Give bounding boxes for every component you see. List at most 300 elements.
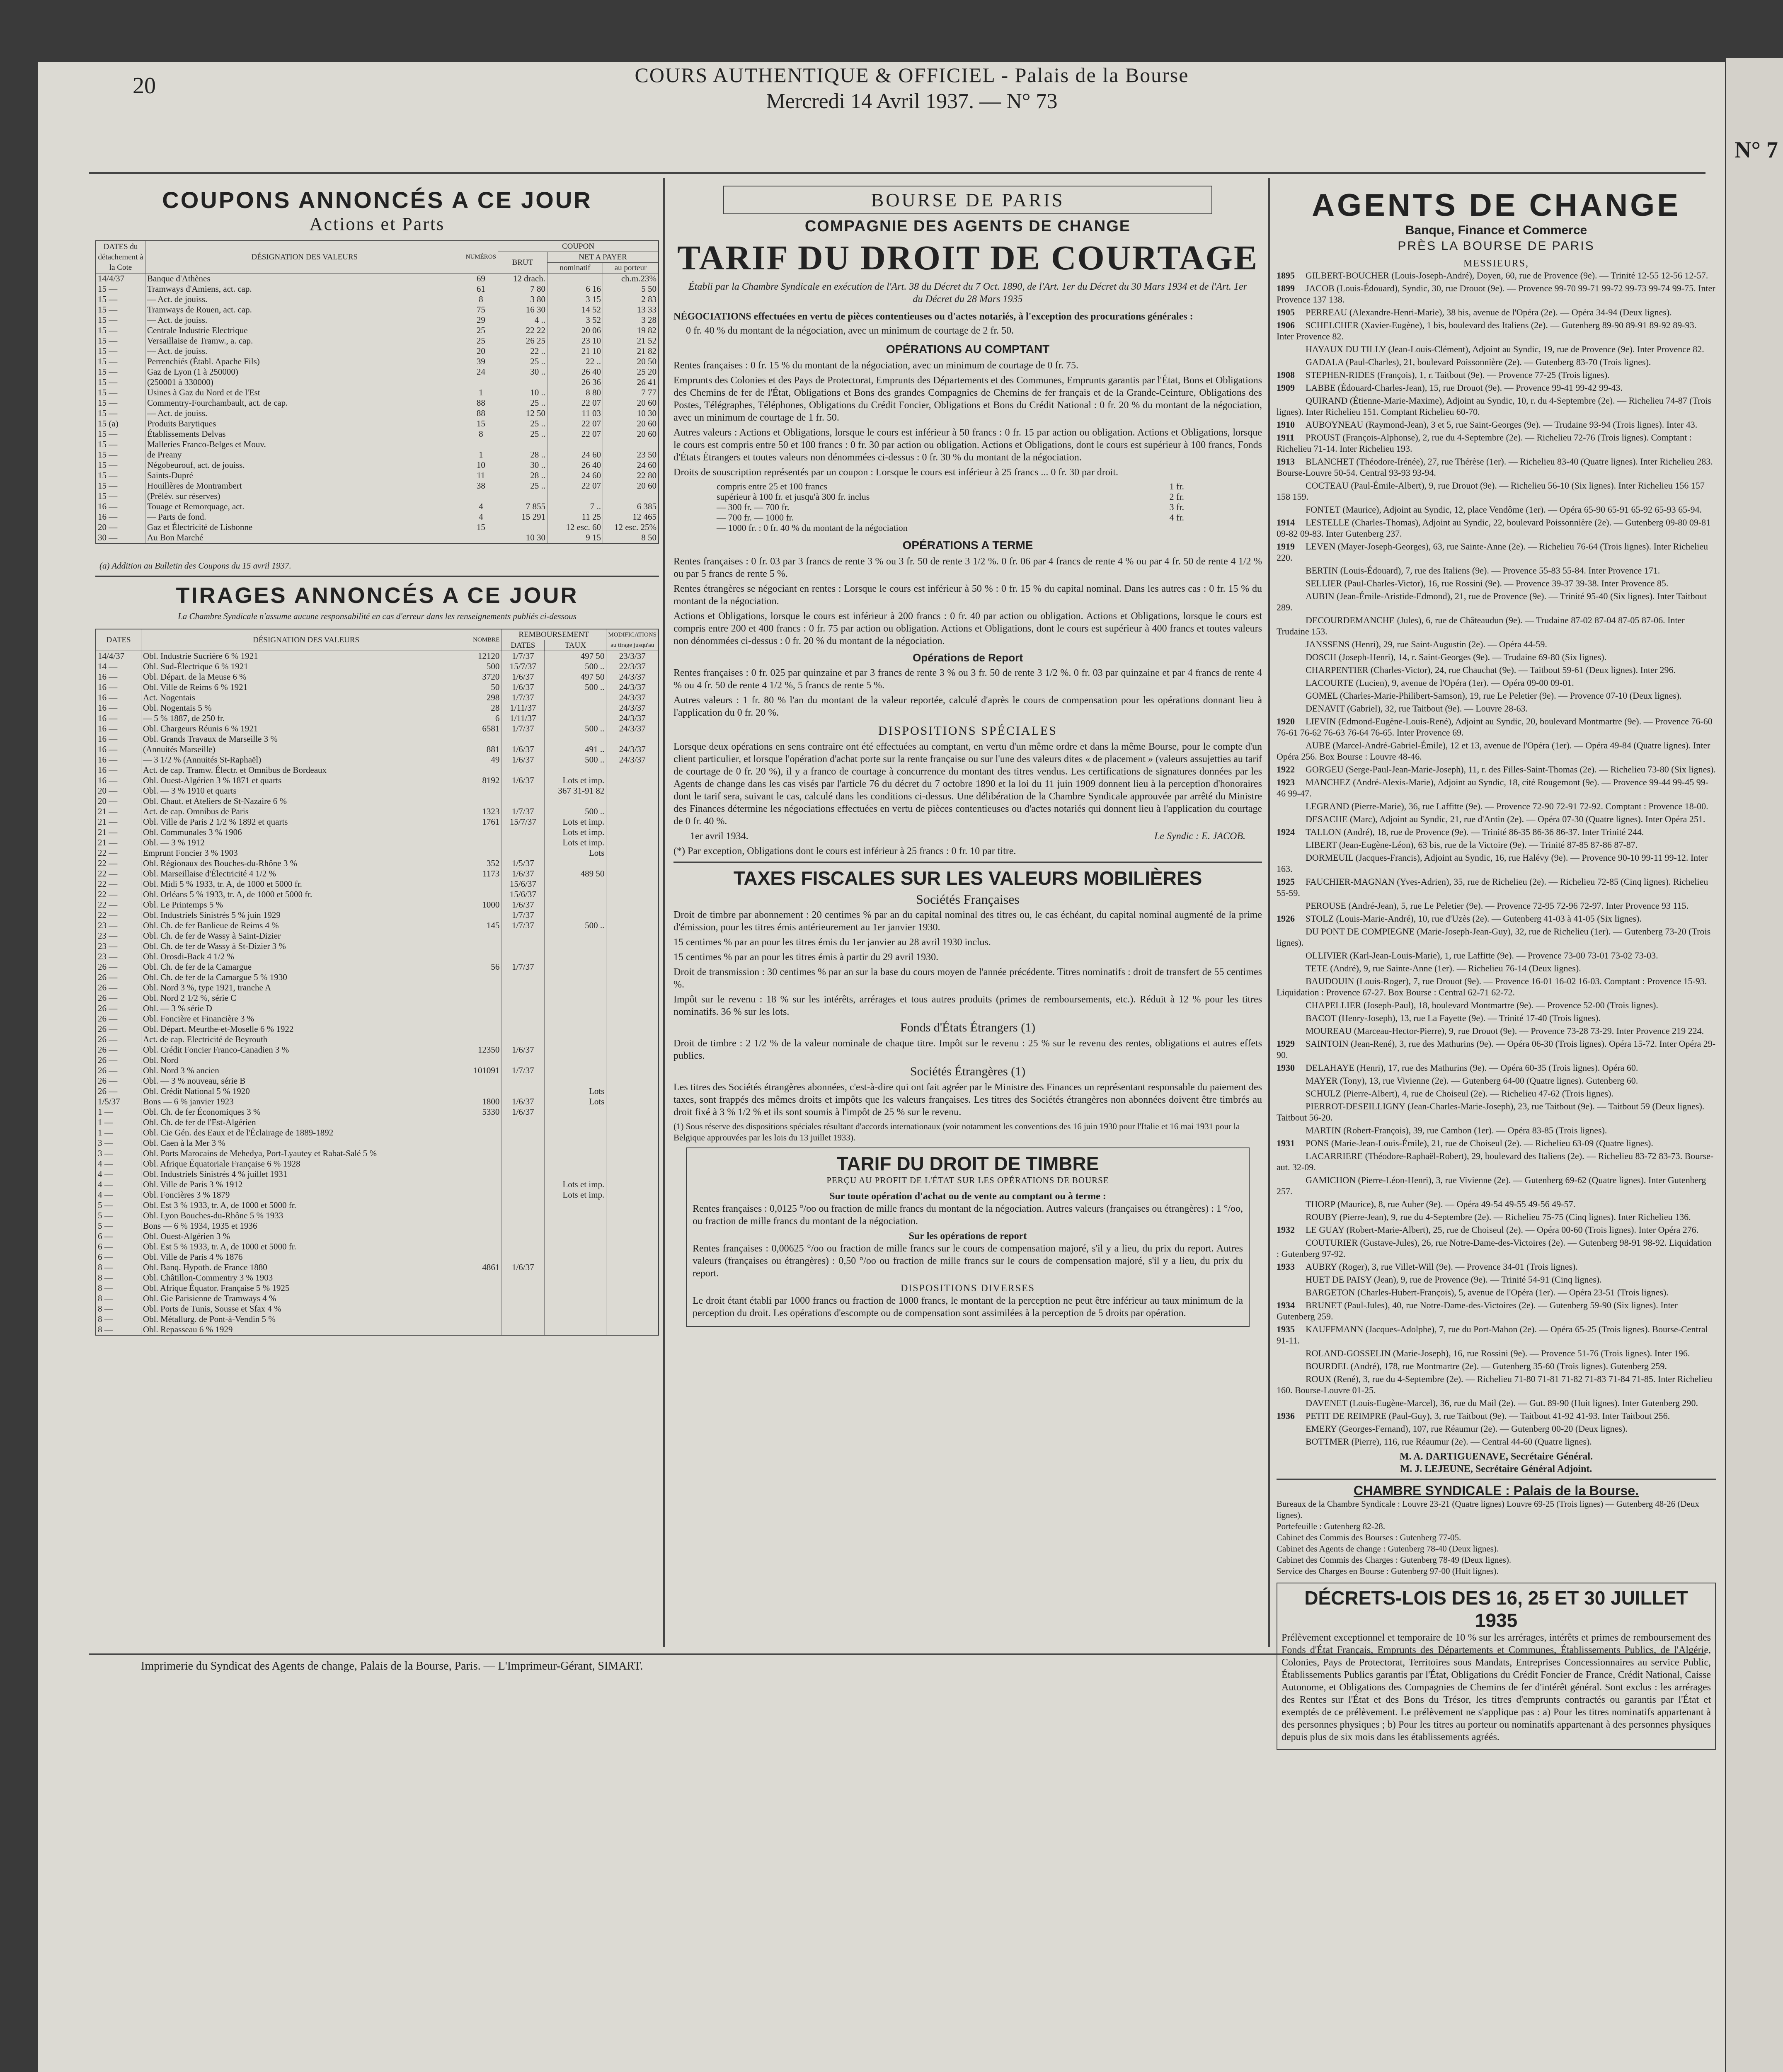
tirage-modif	[606, 910, 659, 920]
timbre-sec2: Sur les opérations de report	[908, 1231, 1027, 1242]
agent-details: FAUCHIER-MAGNAN (Yves-Adrien), 35, rue de Richelieu (2e). — Richelieu 72-85 (Cinq lignes). Richelieu 55-59.	[1277, 876, 1708, 898]
tirage-date-remb	[501, 1003, 545, 1014]
coupon-number: 11	[464, 470, 498, 481]
tirage-date: 26 —	[96, 972, 141, 983]
tirage-row	[96, 1324, 659, 1335]
chambre-line: Cabinet des Commis des Charges : Gutenberg 78-49 (Deux lignes).	[1277, 1555, 1512, 1565]
tirage-taux	[545, 1324, 606, 1335]
tirage-nombre	[471, 889, 501, 900]
coupon-name: Au Bon Marché	[145, 533, 464, 543]
tirage-date: 16 —	[96, 713, 141, 724]
tirage-date: 21 —	[96, 806, 141, 817]
coupon-name: (250001 à 330000)	[145, 377, 464, 387]
agent-details: MAYER (Tony), 13, rue Vivienne (2e). — Gutenberg 64-00 (Quatre lignes). Gutenberg 60.	[1306, 1075, 1638, 1086]
droits-row	[715, 512, 1186, 523]
tirage-name: Obl. Lyon Bouches-du-Rhône 5 % 1933	[141, 1210, 471, 1221]
agent-details: AUBIN (Jean-Émile-Aristide-Edmond), 21, rue de Provence (9e). — Trinité 95-40 (Six lignes). Inter Taitbout 289.	[1277, 591, 1707, 612]
tirage-modif	[606, 1055, 659, 1065]
tirage-nombre	[471, 1179, 501, 1190]
agent-entry	[1277, 1150, 1716, 1173]
agent-entry	[1277, 1198, 1716, 1210]
tirage-taux	[545, 1252, 606, 1262]
tirage-modif: 23/3/37	[606, 651, 659, 662]
coupon-name: Établissements Delvas	[145, 429, 464, 439]
agent-details: BERTIN (Louis-Édouard), 7, rue des Italiens (9e). — Provence 55-83 55-84. Inter Provence 171.	[1306, 565, 1660, 576]
agent-details: DOSCH (Joseph-Henri), 14, r. Saint-Georges (9e). — Trudaine 69-80 (Six lignes).	[1306, 652, 1607, 662]
coupon-porteur: 20 60	[603, 398, 659, 408]
tirage-modif	[606, 806, 659, 817]
tirage-taux: Lots	[545, 848, 606, 858]
tirage-date: 4 —	[96, 1179, 141, 1190]
tirage-row	[96, 1117, 659, 1128]
agent-year: 1906	[1277, 320, 1295, 330]
tirage-date: 4 —	[96, 1169, 141, 1179]
coupon-row	[96, 367, 659, 377]
coupon-name: Malleries Franco-Belges et Mouv.	[145, 439, 464, 450]
col-brut: BRUT	[498, 252, 547, 274]
tirage-modif	[606, 1262, 659, 1273]
droits-row	[715, 481, 1186, 491]
tirage-taux	[545, 1128, 606, 1138]
tirage-row	[96, 672, 659, 682]
agent-entry	[1277, 651, 1716, 663]
tirage-taux: 500 ..	[545, 755, 606, 765]
tirage-modif: 24/3/37	[606, 713, 659, 724]
agent-year: 1910	[1277, 419, 1295, 430]
tirage-modif	[606, 1076, 659, 1086]
tirage-date-remb	[501, 1283, 545, 1293]
tirage-date-remb	[501, 1179, 545, 1190]
terme-p3: Actions et Obligations, lorsque le cours est inférieur à 200 francs : 0 fr. 40 par action ou obligation. Actions et Obligations, lorsque le cours est compris entre 200 et 400 francs : 0 fr. 75 par action ou obligation. Actions et Obligations, dont le cours est supérieur à 400 francs et toutes valeurs non dénommées ci-dessus : 0 fr. 20 % du montant de la négociation.	[673, 611, 1262, 646]
tirage-row	[96, 775, 659, 786]
comptant-p1: Rentes françaises : 0 fr. 15 % du montant de la négociation, avec un minimum de courtage de 0 fr. 75.	[673, 360, 1079, 371]
tirage-date: 3 —	[96, 1148, 141, 1159]
coupon-number	[464, 439, 498, 450]
societes-etrangeres: Sociétés Étrangères (1)	[910, 1065, 1026, 1078]
droits-table	[715, 481, 1186, 533]
tirage-date: 23 —	[96, 941, 141, 951]
next-page-edge	[1726, 58, 1783, 2072]
tirage-taux	[545, 1076, 606, 1086]
tirage-modif	[606, 951, 659, 962]
comptant-text	[673, 359, 1262, 479]
tirage-date: 1 —	[96, 1128, 141, 1138]
report-p1: Rentes françaises : 0 fr. 025 par quinzaine et par 3 francs de rente 3 % ou 3 fr. 50 de rente 3 1/2 %. 0 fr. 03 par quinzaine et par 4 francs de rente 4 % ou 4 fr. 50 de rente 4 1/2 %, 5 francs de rente 5 %.	[673, 668, 1262, 691]
op-comptant-heading: OPÉRATIONS AU COMPTANT	[886, 343, 1050, 356]
decrets-text: Prélèvement exceptionnel et temporaire de 10 % sur les arrérages, intérêts et primes de remboursement des Fonds d'État Français, Emprunts des Départements et Communes, Établissements Publics, de l'Algérie, Colonies, Pays de Protectorat, Territoires sous Mandats, Entreprises Concessionnaires au service Public, Établissements Publics garantis par l'État, Obligations du Crédit Foncier de France, Crédit National, Caisse Autonome, et Obligations des Compagnies de Chemins de fer d'intérêt général. Sont exclus : les arrérages des Rentes sur l'État et des Bons du Trésor, les titres d'emprunts contractés ou garantis par l'État et exemptés de ce prélèvement. Le prélèvement ne s'applique pas : a) Pour les titres nominatifs appartenant à des personnes physiques ; b) Pour les titres au porteur ou nominatifs appartenant à des personnes physiques depuis plus de six mois dans les établissements agréés.	[1282, 1632, 1711, 1743]
tirage-row	[96, 744, 659, 755]
coupon-brut: 12 50	[498, 408, 547, 419]
tirage-date: 16 —	[96, 724, 141, 734]
tirage-row	[96, 1169, 659, 1179]
agent-entry	[1277, 1348, 1716, 1359]
agent-entry	[1277, 926, 1716, 948]
disp-speciales-heading: DISPOSITIONS SPÉCIALES	[878, 724, 1057, 738]
coupon-brut	[498, 522, 547, 533]
coupon-name: — Act. de jouiss.	[145, 315, 464, 325]
column-divider-1	[663, 178, 665, 1647]
tirage-modif	[606, 1283, 659, 1293]
agent-details: DU PONT DE COMPIEGNE (Marie-Joseph-Jean-Guy), 32, rue de Richelieu (1er). — Gutenberg 73-20 (Trois lignes).	[1277, 926, 1711, 948]
coupon-date: 15 —	[96, 356, 145, 367]
etrangeres-text	[673, 1081, 1262, 1118]
agent-details: LACARRIERE (Théodore-Raphaël-Robert), 29, boulevard des Italiens (2e). — Richelieu 83-72 83-73. Bourse-aut. 32-09.	[1277, 1151, 1714, 1172]
coupon-date: 15 —	[96, 470, 145, 481]
tirage-name: Obl. Chargeurs Réunis 6 % 1921	[141, 724, 471, 734]
tirage-date-remb	[501, 1034, 545, 1045]
tirage-date-remb	[501, 951, 545, 962]
tirage-modif	[606, 1117, 659, 1128]
tirage-modif	[606, 1138, 659, 1148]
tirage-modif	[606, 1252, 659, 1262]
agent-details: PROUST (François-Alphonse), 2, rue du 4-Septembre (2e). — Richelieu 72-76 (Trois lignes). Comptant : Richelieu 71-14. Inter Richelieu 193.	[1277, 432, 1692, 454]
agent-details: GAMICHON (Pierre-Léon-Henri), 3, rue Vivienne (2e). — Gutenberg 69-62 (Quatre lignes). Inter Gutenberg 257.	[1277, 1175, 1706, 1196]
coupon-date: 30 —	[96, 533, 145, 543]
coupon-number: 25	[464, 325, 498, 336]
agent-details: MOUREAU (Marceau-Hector-Pierre), 9, rue Drouot (9e). — Provence 73-28 73-29. Inter Provence 219 224.	[1306, 1026, 1704, 1036]
tirage-taux	[545, 993, 606, 1003]
tirage-taux	[545, 931, 606, 941]
tirage-taux	[545, 796, 606, 806]
tirage-nombre	[471, 1169, 501, 1179]
tirage-taux	[545, 1314, 606, 1324]
tirage-taux	[545, 1242, 606, 1252]
tirage-date: 22 —	[96, 869, 141, 879]
signature-date: 1er avril 1934.	[690, 831, 749, 842]
tirage-row	[96, 858, 659, 869]
fonds-etats-heading: Fonds d'États Étrangers (1)	[900, 1021, 1036, 1034]
tirage-taux: 497 50	[545, 651, 606, 662]
tirage-date-remb	[501, 931, 545, 941]
bourse-de-paris: BOURSE DE PARIS	[871, 189, 1065, 211]
tirage-nombre	[471, 848, 501, 858]
tirage-taux: Lots et imp.	[545, 827, 606, 838]
coupon-row	[96, 501, 659, 512]
coupon-date: 15 (a)	[96, 419, 145, 429]
tirage-row	[96, 786, 659, 796]
coupon-date: 15 —	[96, 408, 145, 419]
tirage-date: 8 —	[96, 1314, 141, 1324]
tirage-row	[96, 983, 659, 993]
coupon-porteur	[603, 491, 659, 501]
tirage-modif	[606, 1169, 659, 1179]
tirage-date-remb	[501, 1138, 545, 1148]
coupon-number: 61	[464, 284, 498, 294]
coupon-name: — Act. de jouiss.	[145, 408, 464, 419]
coupon-row	[96, 470, 659, 481]
droits-range: — 1000 fr. : 0 fr. 40 % du montant de la négociation	[717, 523, 908, 533]
tirage-date: 22 —	[96, 848, 141, 858]
tirage-date: 26 —	[96, 1086, 141, 1097]
tirage-modif	[606, 734, 659, 744]
tirage-date-remb	[501, 848, 545, 858]
tirage-taux: 500 ..	[545, 806, 606, 817]
tirage-date-remb: 1/7/37	[501, 920, 545, 931]
agent-year: 1935	[1277, 1324, 1295, 1334]
tirage-date: 8 —	[96, 1283, 141, 1293]
coupon-porteur: 21 52	[603, 336, 659, 346]
agent-entry	[1277, 432, 1716, 454]
coupon-brut: 15 291	[498, 512, 547, 522]
agent-entry	[1277, 716, 1716, 738]
coupon-row	[96, 387, 659, 398]
agent-entry	[1277, 1274, 1716, 1285]
tirage-name: Obl. Nord 2 1/2 %, série C	[141, 993, 471, 1003]
tirage-date-remb	[501, 1148, 545, 1159]
tirage-date: 22 —	[96, 879, 141, 889]
tirage-nombre: 5330	[471, 1107, 501, 1117]
coupon-row	[96, 408, 659, 419]
coupon-number: 88	[464, 398, 498, 408]
coupon-nominatif: 12 esc. 60	[547, 522, 603, 533]
coupon-nominatif: 23 10	[547, 336, 603, 346]
tirage-name: Obl. Repasseau 6 % 1929	[141, 1324, 471, 1335]
agent-details: SAINTOIN (Jean-René), 3, rue des Mathurins (9e). — Opéra 06-30 (Trois lignes). Opéra 15-72. Inter Opéra 29-90.	[1277, 1038, 1716, 1060]
tirage-date-remb: 15/7/37	[501, 661, 545, 672]
agent-year: 1909	[1277, 382, 1295, 393]
tirage-taux	[545, 1034, 606, 1045]
tirage-name: Obl. Ville de Paris 2 1/2 % 1892 et quarts	[141, 817, 471, 827]
agent-details: ROUX (René), 3, rue du 4-Septembre (2e). — Richelieu 71-80 71-81 71-82 71-83 71-84 71-85. Inter Richelieu 160. Bourse-Louvre 01-25.	[1277, 1374, 1713, 1395]
fonds-etats-paragraph: Droit de timbre : 2 1/2 % de la valeur nominale de chaque titre. Impôt sur le revenu : 25 % sur le revenu des rentes, obligations et autres effets publics.	[673, 1038, 1262, 1061]
tirage-row	[96, 703, 659, 713]
tirage-date-remb	[501, 972, 545, 983]
agent-details: COUTURIER (Gustave-Jules), 26, rue Notre-Dame-des-Victoires (2e). — Gutenberg 98-91 98-92. Liquidation : Gutenberg 97-92.	[1277, 1237, 1712, 1259]
tirage-modif	[606, 900, 659, 910]
tirage-modif: 24/3/37	[606, 724, 659, 734]
tirage-name: Bons — 6 % janvier 1923	[141, 1097, 471, 1107]
coupon-number: 25	[464, 336, 498, 346]
coupon-name: de Preany	[145, 450, 464, 460]
tirage-name: Obl. — 3 % 1912	[141, 838, 471, 848]
coupon-number: 1	[464, 387, 498, 398]
tirage-name: Obl. Foncières 3 % 1879	[141, 1190, 471, 1200]
tirage-row	[96, 1055, 659, 1065]
tirage-date: 26 —	[96, 1076, 141, 1086]
courtage-title: TARIF DU DROIT DE COURTAGE	[677, 239, 1259, 277]
tirage-date-remb	[501, 1324, 545, 1335]
tirage-date: 26 —	[96, 1045, 141, 1055]
coupon-porteur: 2 83	[603, 294, 659, 305]
tirage-date-remb	[501, 1128, 545, 1138]
coupon-number: 8	[464, 429, 498, 439]
tirage-date-remb: 1/6/37	[501, 744, 545, 755]
agent-entry	[1277, 382, 1716, 393]
coupon-number: 39	[464, 356, 498, 367]
agent-year: 1924	[1277, 827, 1295, 837]
coupon-brut	[498, 377, 547, 387]
tirage-date: 22 —	[96, 910, 141, 920]
agent-entry	[1277, 876, 1716, 898]
tirage-modif	[606, 1045, 659, 1055]
agent-details: PONS (Marie-Jean-Louis-Émile), 21, rue de Choiseul (2e). — Richelieu 63-09 (Quatre lignes).	[1306, 1138, 1653, 1148]
coupon-name: Saints-Dupré	[145, 470, 464, 481]
tirage-date: 22 —	[96, 889, 141, 900]
agent-entry	[1277, 813, 1716, 825]
tirage-modif	[606, 879, 659, 889]
coupon-name: Usines à Gaz du Nord et de l'Est	[145, 387, 464, 398]
tirage-nombre: 12120	[471, 651, 501, 662]
tirage-nombre	[471, 1159, 501, 1169]
coupon-nominatif: 22 ..	[547, 356, 603, 367]
tirage-row	[96, 838, 659, 848]
tirage-taux	[545, 1107, 606, 1117]
tirage-date: 16 —	[96, 734, 141, 744]
tirage-date-remb	[501, 1221, 545, 1231]
tirage-date-remb: 1/6/37	[501, 672, 545, 682]
tirage-nombre: 1323	[471, 806, 501, 817]
tirage-name: Obl. Ville de Paris 3 % 1912	[141, 1179, 471, 1190]
agent-entry	[1277, 517, 1716, 539]
tirage-modif	[606, 1086, 659, 1097]
tirage-nombre: 1800	[471, 1097, 501, 1107]
tirage-row	[96, 941, 659, 951]
tirage-date: 21 —	[96, 838, 141, 848]
taxes-fr-p4: Droit de transmission : 30 centimes % par an sur la base du cours moyen de l'année précédente. Titres nominatifs : droit de transfert de 55 centimes %.	[673, 967, 1262, 990]
agent-entry	[1277, 1025, 1716, 1036]
tirage-name: Obl. Industriels Sinistrés 5 % juin 1929	[141, 910, 471, 920]
agents-title: AGENTS DE CHANGE	[1312, 188, 1681, 223]
taxes-note: (1) Sous réserve des dispositions spéciales résultant d'accords internationaux (voir notamment les conventions des 16 juin 1930 pour l'Italie et 16 mai 1931 pour la Belgique approuvées par les lois du 13 juillet 1933).	[673, 1121, 1240, 1143]
tirage-date-remb	[501, 1231, 545, 1242]
tirage-modif: 22/3/37	[606, 661, 659, 672]
agent-details: THORP (Maurice), 8, rue Auber (9e). — Opéra 49-54 49-55 49-56 49-57.	[1306, 1199, 1576, 1209]
agent-year: 1932	[1277, 1225, 1295, 1235]
left-section-rule	[95, 576, 659, 577]
taxes-fr-p1: Droit de timbre par abonnement : 20 centimes % par an du capital nominal des titres ou, le cas échéant, du capital nominal augmenté de la prime d'émission, pour les titres émis antérieurement au 1er janvier 1930.	[673, 910, 1262, 933]
droits-range: supérieur à 100 fr. et jusqu'à 300 fr. inclus	[717, 491, 870, 502]
tirage-taux	[545, 1148, 606, 1159]
agent-details: ROLAND-GOSSELIN (Marie-Joseph), 16, rue Rossini (9e). — Provence 51-76 (Trois lignes). Inter 196.	[1306, 1348, 1690, 1358]
coupon-row	[96, 481, 659, 491]
coupon-brut: 3 80	[498, 294, 547, 305]
agent-details: BRUNET (Paul-Jules), 40, rue Notre-Dame-des-Victoires (2e). — Gutenberg 59-90 (Six lignes). Inter Gutenberg 259.	[1277, 1300, 1678, 1322]
col-net: NET A PAYER	[547, 252, 659, 263]
societes-francaises: Sociétés Françaises	[916, 892, 1020, 907]
coupon-row	[96, 274, 659, 284]
coupon-date: 14/4/37	[96, 274, 145, 284]
tirage-row	[96, 1107, 659, 1117]
coupon-nominatif: 22 07	[547, 398, 603, 408]
tirage-row	[96, 1200, 659, 1210]
agent-details: OLLIVIER (Karl-Jean-Louis-Marie), 1, rue Laffitte (9e). — Provence 73-00 73-01 73-02 73-03.	[1306, 950, 1658, 961]
tirage-nombre	[471, 765, 501, 775]
timbre-sec3: DISPOSITIONS DIVERSES	[900, 1283, 1035, 1294]
agent-entry	[1277, 320, 1716, 342]
tirage-modif: 24/3/37	[606, 672, 659, 682]
tirage-nombre	[471, 1324, 501, 1335]
agent-entry	[1277, 839, 1716, 850]
tirage-modif	[606, 1159, 659, 1169]
tirage-nombre	[471, 910, 501, 920]
agent-entry	[1277, 1237, 1716, 1259]
tirage-name: Obl. — 3 % 1910 et quarts	[141, 786, 471, 796]
tirage-taux	[545, 1055, 606, 1065]
coupon-row	[96, 346, 659, 356]
tirage-date-remb	[501, 1210, 545, 1221]
col-numeros: NUMÉROS	[464, 241, 498, 274]
coupon-number: 1	[464, 450, 498, 460]
tirage-nombre	[471, 941, 501, 951]
tirage-date-remb: 1/7/37	[501, 910, 545, 920]
tirage-date-remb	[501, 993, 545, 1003]
agent-details: PETIT DE REIMPRE (Paul-Guy), 3, rue Taitbout (9e). — Taitbout 41-92 41-93. Inter Taitbout 256.	[1306, 1411, 1670, 1421]
courtage-company: COMPAGNIE DES AGENTS DE CHANGE	[804, 218, 1131, 235]
tirage-date-remb	[501, 1293, 545, 1304]
coupon-date: 15 —	[96, 336, 145, 346]
tirage-date: 26 —	[96, 1024, 141, 1034]
coupon-row	[96, 512, 659, 522]
coupon-date: 16 —	[96, 501, 145, 512]
agent-entry	[1277, 1038, 1716, 1060]
tirage-date: 16 —	[96, 672, 141, 682]
tirage-date-remb	[501, 1190, 545, 1200]
coupon-row	[96, 305, 659, 315]
coupon-porteur: 20 50	[603, 356, 659, 367]
agent-entry	[1277, 541, 1716, 563]
coupon-porteur	[603, 439, 659, 450]
tirage-taux	[545, 1117, 606, 1128]
tirage-name: Obl. Chaut. et Ateliers de St-Nazaire 6 %	[141, 796, 471, 806]
tirage-nombre: 500	[471, 661, 501, 672]
agent-details: DESACHE (Marc), Adjoint au Syndic, 21, rue d'Antin (2e). — Opéra 07-30 (Quatre lignes). Inter Opéra 251.	[1306, 814, 1705, 824]
coupon-nominatif	[547, 274, 603, 284]
tirage-name: Obl. Châtillon-Commentry 3 % 1903	[141, 1273, 471, 1283]
tirage-nombre	[471, 1148, 501, 1159]
tirage-taux	[545, 1262, 606, 1273]
coupon-row	[96, 429, 659, 439]
tirage-name: (Annuités Marseille)	[141, 744, 471, 755]
tirage-row	[96, 1221, 659, 1231]
tcol-nombre: NOMBRE	[471, 629, 501, 651]
tirage-name: Obl. Ports Marocains de Mehedya, Port-Lyautey et Rabat-Salé 5 %	[141, 1148, 471, 1159]
agent-year: 1919	[1277, 541, 1295, 552]
disp-speciales-paragraph: Lorsque deux opérations en sens contraire ont été effectuées au comptant, en vertu d'un même ordre et dans la même Bourse, pour le compte d'un client particulier, et lorsque l'opération d'achat porte sur la rente française ou sur l'une des valeurs dites « de placement » (valeurs assujetties au tarif de courtage de 0 fr. 20 %), il y a franco de courtage à concurrence du montant des titres vendus. Les certifications de signatures données par les Agents de change dans les cas visés par l'article 76 du décret du 7 octobre 1890 et la loi du 11 juin 1909 donnent lieu à la perception d'honoraires dont le tarif sera, suivant le cas, calculé dans les conditions ci-dessus. Une délibération de la Chambre Syndicale approuvée par arrêté du Ministre des Finances détermine les négociations effectuées en vertu de pièces contentieuses ou d'actes notariés qui donnent lieu à l'application du courtage de 0 fr. 40 %.	[673, 741, 1262, 827]
coupon-brut: 25 ..	[498, 481, 547, 491]
coupon-date: 15 —	[96, 305, 145, 315]
agent-entry	[1277, 777, 1716, 799]
tirage-name: Obl. Ch. de fer Banlieue de Reims 4 %	[141, 920, 471, 931]
tirage-row	[96, 724, 659, 734]
tirage-taux	[545, 765, 606, 775]
tirage-modif	[606, 838, 659, 848]
agents-subtitle-1: Banque, Finance et Commerce	[1405, 223, 1587, 237]
middle-column	[673, 182, 1262, 1649]
agent-entry	[1277, 480, 1716, 502]
agent-details: LIEVIN (Edmond-Eugène-Louis-René), Adjoint au Syndic, 20, boulevard Montmartre (9e). — Provence 76-60 76-61 76-62 76-63 76-64 76-65. Inter Provence 69.	[1277, 716, 1713, 738]
coupon-nominatif: 8 80	[547, 387, 603, 398]
tirage-taux	[545, 1065, 606, 1076]
agent-year: 1923	[1277, 777, 1295, 787]
tirage-name: Obl. Orléans 5 % 1933, tr. A, de 1000 et 5000 fr.	[141, 889, 471, 900]
coupon-name: — Act. de jouiss.	[145, 294, 464, 305]
coupon-row	[96, 315, 659, 325]
tirage-name: — 5 % 1887, de 250 fr.	[141, 713, 471, 724]
agent-entry	[1277, 1000, 1716, 1011]
tirage-date-remb	[501, 941, 545, 951]
coupon-porteur: 19 82	[603, 325, 659, 336]
droits-range: — 300 fr. — 700 fr.	[717, 502, 790, 512]
coupon-nominatif: 22 07	[547, 429, 603, 439]
tirage-date-remb: 15/6/37	[501, 879, 545, 889]
tirage-name: Obl. — 3 % nouveau, série B	[141, 1076, 471, 1086]
agent-entry	[1277, 677, 1716, 688]
agent-details: CHARPENTIER (Charles-Victor), 24, rue Chauchat (9e). — Taitbout 59-61 (Deux lignes). Inter 296.	[1306, 665, 1676, 675]
agent-details: LACOURTE (Lucien), 9, avenue de l'Opéra (1er). — Opéra 09-00 09-01.	[1306, 678, 1574, 688]
tirage-name: Obl. Banq. Hypoth. de France 1880	[141, 1262, 471, 1273]
tirage-modif	[606, 1210, 659, 1221]
agent-year: 1920	[1277, 716, 1295, 726]
